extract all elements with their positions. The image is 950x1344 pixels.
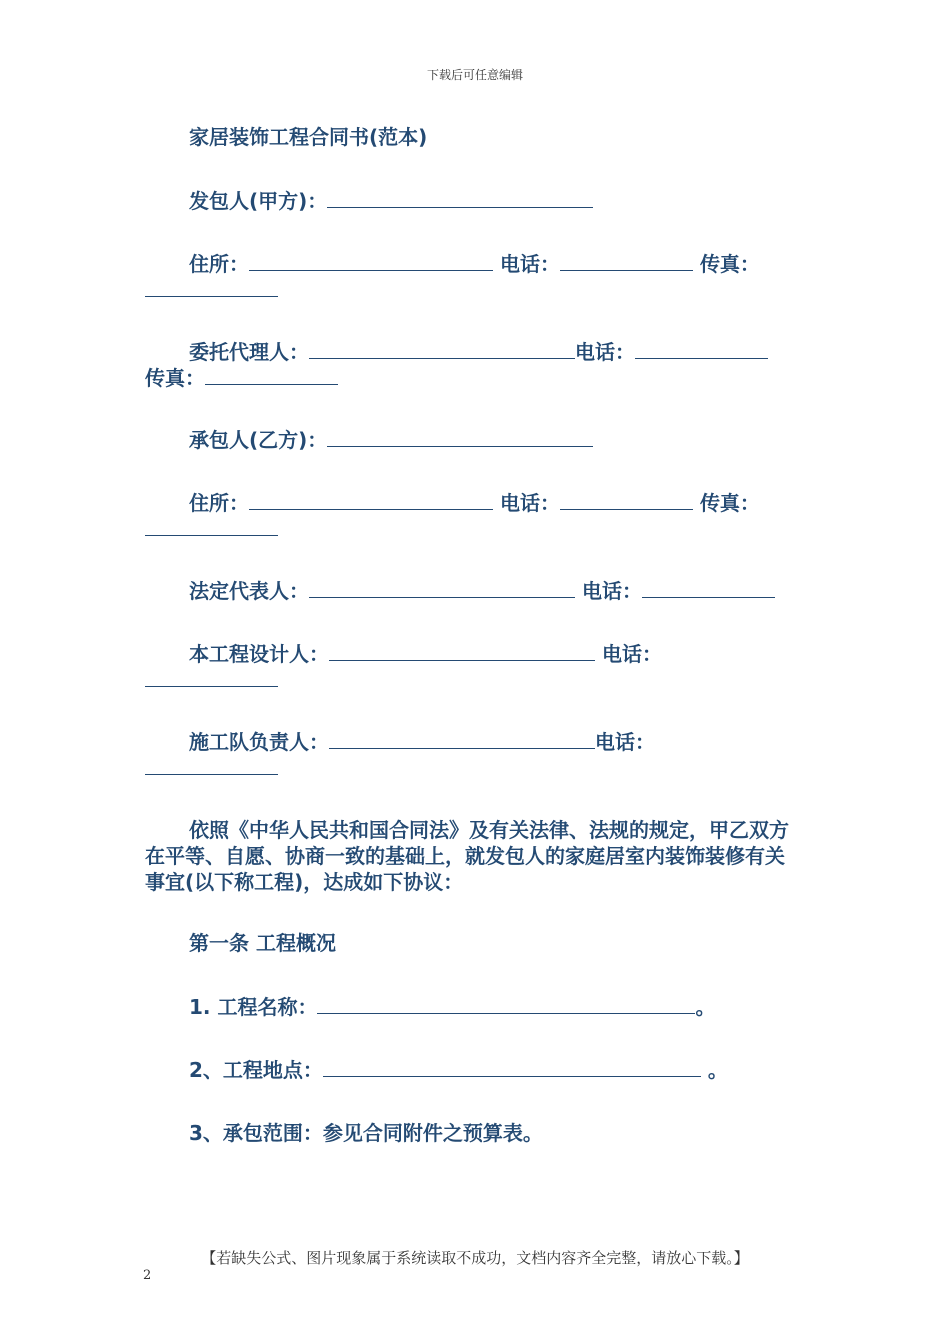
- party-a-fax-label: 传真：: [699, 252, 760, 276]
- agent-blank: [309, 338, 575, 359]
- project-name-label: 1. 工程名称：: [189, 995, 318, 1019]
- agent-label: 委托代理人：: [189, 340, 309, 364]
- designer-phone-blank: [145, 666, 278, 687]
- party-a-address-label: 住所：: [189, 252, 249, 276]
- party-b-fax-blank: [145, 515, 278, 536]
- designer-label: 本工程设计人：: [189, 642, 329, 666]
- team-leader-phone-label: 电话：: [595, 730, 655, 754]
- party-a-label: 发包人(甲方)：: [189, 189, 328, 213]
- party-b-blank: [327, 426, 593, 447]
- party-b-address-blank: [249, 489, 493, 510]
- project-location-row: [145, 1056, 849, 1083]
- party-b-fax-label: 传真：: [699, 491, 760, 515]
- agent-row: [145, 338, 849, 365]
- project-name-blank: [317, 993, 695, 1014]
- page-footer: 【若缺失公式、图片现象属于系统读取不成功，文档内容齐全完整，请放心下载。】: [201, 1249, 749, 1267]
- title-text: 家居装饰工程合同书(范本): [189, 125, 428, 149]
- party-a-phone-blank: [560, 250, 693, 271]
- team-leader-row: [145, 728, 849, 755]
- agent-fax-blank: [205, 364, 338, 385]
- designer-phone-label: 电话：: [601, 642, 662, 666]
- team-leader-phone-blank: [145, 754, 278, 775]
- agent-fax-row: [145, 364, 805, 391]
- article1-heading: [145, 930, 849, 956]
- party-b-phone-blank: [560, 489, 693, 510]
- intro-paragraph: 依照《中华人民共和国合同法》及有关法律、法规的规定，甲乙双方在平等、自愿、协商一致的基础上，就发包人的家庭居室内装饰装修有关事宜(以下称工程)，达成如下协议：: [145, 818, 789, 894]
- party-b-label: 承包人(乙方)：: [189, 428, 328, 452]
- contract-scope-text: 3、承包范围：参见合同附件之预算表。: [189, 1121, 543, 1145]
- contract-scope-row: [145, 1120, 849, 1146]
- article1-heading-text: 第一条 工程概况: [189, 931, 336, 955]
- project-location-blank: [323, 1056, 701, 1077]
- team-leader-label: 施工队负责人：: [189, 730, 329, 754]
- document-title: [145, 124, 849, 150]
- project-location-label: 2、工程地点：: [189, 1058, 323, 1082]
- party-b-address-row: [145, 489, 849, 516]
- designer-blank: [329, 640, 595, 661]
- project-name-end: 。: [695, 995, 716, 1019]
- agent-phone-label: 电话：: [575, 340, 635, 364]
- agent-phone-blank: [635, 338, 768, 359]
- team-leader-blank: [329, 728, 595, 749]
- party-a-phone-label: 电话：: [499, 252, 560, 276]
- team-leader-phone-row: [145, 754, 805, 781]
- party-b-fax-row: [145, 515, 805, 542]
- party-a-fax-row: [145, 276, 805, 303]
- legal-rep-row: [145, 577, 849, 604]
- party-b-address-label: 住所：: [189, 491, 249, 515]
- party-b-phone-label: 电话：: [499, 491, 560, 515]
- party-a-row: [145, 187, 849, 214]
- agent-fax-label: 传真：: [145, 366, 205, 390]
- party-a-address-blank: [249, 250, 493, 271]
- designer-phone-row: [145, 666, 805, 693]
- project-location-end: 。: [700, 1058, 728, 1082]
- designer-row: [145, 640, 849, 667]
- legal-rep-phone-blank: [642, 577, 775, 598]
- legal-rep-label: 法定代表人：: [189, 579, 309, 603]
- party-a-fax-blank: [145, 276, 278, 297]
- legal-rep-phone-label: 电话：: [581, 579, 642, 603]
- party-a-address-row: [145, 250, 849, 277]
- party-b-row: [145, 426, 849, 453]
- legal-rep-blank: [309, 577, 575, 598]
- project-name-row: [145, 993, 849, 1020]
- page-number: 2: [143, 1268, 152, 1283]
- party-a-blank: [327, 187, 593, 208]
- page-header: 下载后可任意编辑: [426, 68, 523, 82]
